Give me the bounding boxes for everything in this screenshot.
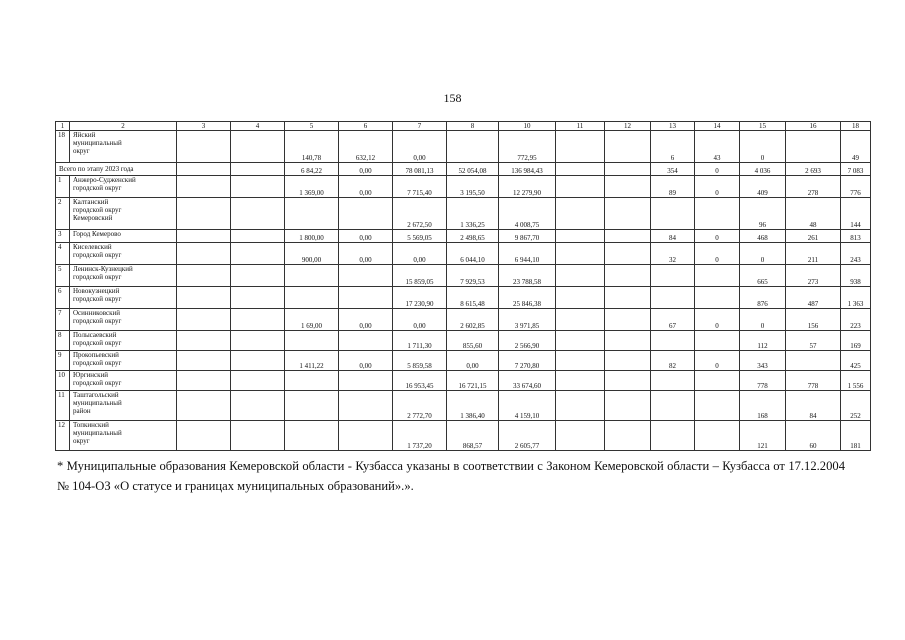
header-cell: 18 bbox=[841, 122, 871, 131]
header-cell: 10 bbox=[499, 122, 556, 131]
value-cell bbox=[651, 198, 695, 230]
value-cell: 57 bbox=[786, 331, 841, 351]
data-table bbox=[55, 121, 871, 451]
value-cell: 60 bbox=[786, 421, 841, 451]
header-cell: 4 bbox=[231, 122, 285, 131]
value-cell: 2 566,90 bbox=[499, 331, 556, 351]
value-cell: 2 605,77 bbox=[499, 421, 556, 451]
municipality-name: Прокопьевский городской округ bbox=[70, 351, 177, 371]
value-cell: 168 bbox=[740, 391, 786, 421]
value-cell: 252 bbox=[841, 391, 871, 421]
municipality-name: Юргинский городской округ bbox=[70, 371, 177, 391]
value-cell: 0 bbox=[695, 230, 740, 243]
row-number: 5 bbox=[56, 265, 70, 287]
value-cell: 3 971,85 bbox=[499, 309, 556, 331]
value-cell bbox=[651, 391, 695, 421]
value-cell bbox=[285, 287, 339, 309]
value-cell: 261 bbox=[786, 230, 841, 243]
value-cell bbox=[231, 371, 285, 391]
value-cell: 0 bbox=[695, 243, 740, 265]
value-cell bbox=[605, 371, 651, 391]
value-cell bbox=[231, 421, 285, 451]
value-cell bbox=[177, 421, 231, 451]
value-cell bbox=[339, 287, 393, 309]
table-row bbox=[56, 331, 871, 351]
value-cell: 4 159,10 bbox=[499, 391, 556, 421]
table-row bbox=[56, 265, 871, 287]
value-cell bbox=[231, 391, 285, 421]
value-cell: 67 bbox=[651, 309, 695, 331]
value-cell: 778 bbox=[740, 371, 786, 391]
value-cell: 0,00 bbox=[339, 176, 393, 198]
value-cell bbox=[556, 331, 605, 351]
value-cell: 48 bbox=[786, 198, 841, 230]
value-cell bbox=[285, 391, 339, 421]
value-cell: 33 674,60 bbox=[499, 371, 556, 391]
value-cell bbox=[651, 421, 695, 451]
value-cell: 89 bbox=[651, 176, 695, 198]
value-cell bbox=[231, 230, 285, 243]
value-cell bbox=[556, 243, 605, 265]
value-cell: 4 008,75 bbox=[499, 198, 556, 230]
value-cell: 7 715,40 bbox=[393, 176, 447, 198]
value-cell: 1 556 bbox=[841, 371, 871, 391]
header-cell: 1 bbox=[56, 122, 70, 131]
table-row bbox=[56, 287, 871, 309]
value-cell bbox=[556, 176, 605, 198]
row-number: 9 bbox=[56, 351, 70, 371]
value-cell bbox=[177, 230, 231, 243]
value-cell: 900,00 bbox=[285, 243, 339, 265]
value-cell bbox=[231, 163, 285, 176]
table-row bbox=[56, 421, 871, 451]
municipality-name: Топкинский муниципальный округ bbox=[70, 421, 177, 451]
value-cell: 7 270,80 bbox=[499, 351, 556, 371]
row-number: 3 bbox=[56, 230, 70, 243]
value-cell bbox=[285, 265, 339, 287]
value-cell bbox=[177, 331, 231, 351]
value-cell: 2 772,70 bbox=[393, 391, 447, 421]
value-cell bbox=[285, 198, 339, 230]
value-cell bbox=[339, 391, 393, 421]
value-cell bbox=[556, 265, 605, 287]
value-cell: 0,00 bbox=[393, 309, 447, 331]
header-cell: 6 bbox=[339, 122, 393, 131]
value-cell: 121 bbox=[740, 421, 786, 451]
table-row bbox=[56, 351, 871, 371]
value-cell bbox=[556, 371, 605, 391]
value-cell: 4 036 bbox=[740, 163, 786, 176]
value-cell: 1 737,20 bbox=[393, 421, 447, 451]
value-cell: 78 081,13 bbox=[393, 163, 447, 176]
value-cell bbox=[177, 243, 231, 265]
value-cell bbox=[651, 265, 695, 287]
value-cell: 17 230,90 bbox=[393, 287, 447, 309]
value-cell bbox=[231, 176, 285, 198]
value-cell bbox=[231, 331, 285, 351]
value-cell: 96 bbox=[740, 198, 786, 230]
value-cell: 468 bbox=[740, 230, 786, 243]
value-cell: 1 363 bbox=[841, 287, 871, 309]
value-cell: 0 bbox=[740, 309, 786, 331]
value-cell: 0,00 bbox=[339, 163, 393, 176]
value-cell bbox=[556, 351, 605, 371]
row-number: 2 bbox=[56, 198, 70, 230]
value-cell: 2 498,65 bbox=[447, 230, 499, 243]
value-cell: 665 bbox=[740, 265, 786, 287]
value-cell: 938 bbox=[841, 265, 871, 287]
row-number: 8 bbox=[56, 331, 70, 351]
value-cell bbox=[605, 176, 651, 198]
header-cell: 8 bbox=[447, 122, 499, 131]
municipality-name: Калтанский городской округ Кемеровский bbox=[70, 198, 177, 230]
value-cell bbox=[285, 371, 339, 391]
value-cell: 223 bbox=[841, 309, 871, 331]
table-row bbox=[56, 243, 871, 265]
municipality-name: Город Кемерово bbox=[70, 230, 177, 243]
municipality-name: Новокузнецкий городской округ bbox=[70, 287, 177, 309]
value-cell: 23 788,58 bbox=[499, 265, 556, 287]
value-cell: 9 867,70 bbox=[499, 230, 556, 243]
value-cell: 15 859,05 bbox=[393, 265, 447, 287]
value-cell: 868,57 bbox=[447, 421, 499, 451]
value-cell bbox=[177, 309, 231, 331]
value-cell bbox=[556, 163, 605, 176]
value-cell: 354 bbox=[651, 163, 695, 176]
value-cell bbox=[695, 265, 740, 287]
value-cell bbox=[695, 421, 740, 451]
value-cell: 0 bbox=[695, 351, 740, 371]
municipality-name: Таштагольский муниципальный район bbox=[70, 391, 177, 421]
value-cell: 0,00 bbox=[339, 309, 393, 331]
value-cell: 6 84,22 bbox=[285, 163, 339, 176]
municipality-name: Полысаевский городской округ bbox=[70, 331, 177, 351]
value-cell bbox=[695, 371, 740, 391]
value-cell: 43 bbox=[695, 131, 740, 163]
value-cell bbox=[177, 287, 231, 309]
value-cell: 876 bbox=[740, 287, 786, 309]
value-cell bbox=[177, 176, 231, 198]
value-cell: 0,00 bbox=[393, 131, 447, 163]
value-cell: 181 bbox=[841, 421, 871, 451]
value-cell: 0,00 bbox=[339, 243, 393, 265]
header-cell: 3 bbox=[177, 122, 231, 131]
value-cell: 82 bbox=[651, 351, 695, 371]
value-cell bbox=[605, 230, 651, 243]
header-cell: 7 bbox=[393, 122, 447, 131]
value-cell bbox=[556, 230, 605, 243]
value-cell bbox=[605, 421, 651, 451]
value-cell bbox=[177, 131, 231, 163]
value-cell bbox=[177, 351, 231, 371]
row-number: 7 bbox=[56, 309, 70, 331]
value-cell: 49 bbox=[841, 131, 871, 163]
value-cell bbox=[285, 331, 339, 351]
value-cell: 84 bbox=[786, 391, 841, 421]
value-cell bbox=[605, 309, 651, 331]
municipality-name: Киселевский городской округ bbox=[70, 243, 177, 265]
municipality-name: Ленинск-Кузнецкий городской округ bbox=[70, 265, 177, 287]
value-cell: 243 bbox=[841, 243, 871, 265]
value-cell bbox=[605, 131, 651, 163]
value-cell bbox=[177, 163, 231, 176]
value-cell: 12 279,90 bbox=[499, 176, 556, 198]
value-cell: 6 044,10 bbox=[447, 243, 499, 265]
value-cell: 169 bbox=[841, 331, 871, 351]
value-cell: 2 693 bbox=[786, 163, 841, 176]
value-cell bbox=[231, 309, 285, 331]
value-cell bbox=[605, 265, 651, 287]
value-cell bbox=[695, 391, 740, 421]
value-cell: 772,95 bbox=[499, 131, 556, 163]
value-cell: 136 984,43 bbox=[499, 163, 556, 176]
row-number: 4 bbox=[56, 243, 70, 265]
value-cell bbox=[231, 198, 285, 230]
value-cell: 1 336,25 bbox=[447, 198, 499, 230]
value-cell: 778 bbox=[786, 371, 841, 391]
value-cell bbox=[231, 131, 285, 163]
value-cell bbox=[339, 421, 393, 451]
total-row bbox=[56, 163, 871, 176]
value-cell: 632,12 bbox=[339, 131, 393, 163]
row-number: 10 bbox=[56, 371, 70, 391]
value-cell: 0 bbox=[695, 309, 740, 331]
value-cell bbox=[556, 309, 605, 331]
table-row bbox=[56, 131, 871, 163]
value-cell bbox=[556, 421, 605, 451]
value-cell bbox=[285, 421, 339, 451]
header-cell: 14 bbox=[695, 122, 740, 131]
value-cell bbox=[605, 331, 651, 351]
footnote: * Муниципальные образования Кемеровской области - Кузбасса указаны в соответствии с Законом Кемеровской области – Кузбасса от 17.12.2004 № 104-ОЗ «О статусе и границах муниципальных образований».». bbox=[57, 459, 845, 493]
value-cell bbox=[177, 391, 231, 421]
value-cell: 84 bbox=[651, 230, 695, 243]
table-row bbox=[56, 176, 871, 198]
value-cell bbox=[177, 198, 231, 230]
value-cell: 0 bbox=[695, 163, 740, 176]
page-number: 158 bbox=[443, 91, 462, 105]
value-cell bbox=[339, 265, 393, 287]
value-cell: 776 bbox=[841, 176, 871, 198]
municipality-name: Анжеро-Судженский городской округ bbox=[70, 176, 177, 198]
value-cell: 6 944,10 bbox=[499, 243, 556, 265]
row-number: 1 bbox=[56, 176, 70, 198]
row-number: 11 bbox=[56, 391, 70, 421]
value-cell: 0 bbox=[740, 243, 786, 265]
table-row bbox=[56, 230, 871, 243]
value-cell: 1 69,00 bbox=[285, 309, 339, 331]
value-cell: 16 721,15 bbox=[447, 371, 499, 391]
row-number: 6 bbox=[56, 287, 70, 309]
value-cell bbox=[447, 131, 499, 163]
row-number: 12 bbox=[56, 421, 70, 451]
value-cell bbox=[339, 331, 393, 351]
value-cell: 112 bbox=[740, 331, 786, 351]
value-cell bbox=[651, 287, 695, 309]
value-cell: 7 929,53 bbox=[447, 265, 499, 287]
value-cell bbox=[651, 371, 695, 391]
table-row bbox=[56, 371, 871, 391]
value-cell bbox=[339, 371, 393, 391]
value-cell: 6 bbox=[651, 131, 695, 163]
value-cell: 7 083 bbox=[841, 163, 871, 176]
table-row bbox=[56, 309, 871, 331]
value-cell: 855,60 bbox=[447, 331, 499, 351]
value-cell: 0 bbox=[740, 131, 786, 163]
value-cell bbox=[605, 351, 651, 371]
value-cell: 487 bbox=[786, 287, 841, 309]
value-cell: 0,00 bbox=[339, 351, 393, 371]
value-cell bbox=[605, 198, 651, 230]
value-cell: 425 bbox=[841, 351, 871, 371]
value-cell bbox=[556, 287, 605, 309]
value-cell: 2 672,50 bbox=[393, 198, 447, 230]
value-cell bbox=[177, 265, 231, 287]
value-cell: 3 195,50 bbox=[447, 176, 499, 198]
value-cell bbox=[605, 391, 651, 421]
header-cell: 12 bbox=[605, 122, 651, 131]
value-cell: 1 411,22 bbox=[285, 351, 339, 371]
value-cell bbox=[605, 287, 651, 309]
value-cell bbox=[556, 131, 605, 163]
value-cell: 140,78 bbox=[285, 131, 339, 163]
header-row bbox=[56, 122, 871, 131]
value-cell bbox=[339, 198, 393, 230]
value-cell bbox=[605, 243, 651, 265]
value-cell: 278 bbox=[786, 176, 841, 198]
value-cell: 1 369,00 bbox=[285, 176, 339, 198]
municipality-name: Осинниковский городской округ bbox=[70, 309, 177, 331]
value-cell: 273 bbox=[786, 265, 841, 287]
header-cell: 11 bbox=[556, 122, 605, 131]
value-cell: 8 615,48 bbox=[447, 287, 499, 309]
value-cell: 409 bbox=[740, 176, 786, 198]
value-cell: 32 bbox=[651, 243, 695, 265]
row-number: 18 bbox=[56, 131, 70, 163]
header-cell: 2 bbox=[70, 122, 177, 131]
value-cell: 343 bbox=[740, 351, 786, 371]
value-cell bbox=[177, 371, 231, 391]
value-cell: 156 bbox=[786, 309, 841, 331]
value-cell: 0 bbox=[695, 176, 740, 198]
value-cell bbox=[695, 331, 740, 351]
header-cell: 13 bbox=[651, 122, 695, 131]
value-cell bbox=[695, 287, 740, 309]
municipality-name: Яйский муниципальный округ bbox=[70, 131, 177, 163]
value-cell bbox=[231, 243, 285, 265]
value-cell bbox=[605, 163, 651, 176]
value-cell: 211 bbox=[786, 243, 841, 265]
value-cell bbox=[231, 351, 285, 371]
value-cell: 16 953,45 bbox=[393, 371, 447, 391]
value-cell bbox=[231, 287, 285, 309]
value-cell bbox=[231, 265, 285, 287]
value-cell: 1 386,40 bbox=[447, 391, 499, 421]
value-cell: 52 054,08 bbox=[447, 163, 499, 176]
value-cell bbox=[786, 131, 841, 163]
header-cell: 15 bbox=[740, 122, 786, 131]
value-cell: 144 bbox=[841, 198, 871, 230]
header-cell: 16 bbox=[786, 122, 841, 131]
value-cell: 0,00 bbox=[393, 243, 447, 265]
value-cell: 0,00 bbox=[447, 351, 499, 371]
value-cell: 1 711,30 bbox=[393, 331, 447, 351]
value-cell bbox=[695, 198, 740, 230]
table-row bbox=[56, 198, 871, 230]
value-cell: 2 602,85 bbox=[447, 309, 499, 331]
value-cell: 25 846,38 bbox=[499, 287, 556, 309]
value-cell: 1 800,00 bbox=[285, 230, 339, 243]
value-cell: 813 bbox=[841, 230, 871, 243]
value-cell: 5 569,05 bbox=[393, 230, 447, 243]
value-cell bbox=[651, 331, 695, 351]
total-label: Всего по этапу 2023 года bbox=[56, 163, 177, 176]
table-row bbox=[56, 391, 871, 421]
value-cell: 0,00 bbox=[339, 230, 393, 243]
value-cell: 5 859,58 bbox=[393, 351, 447, 371]
value-cell bbox=[556, 391, 605, 421]
value-cell bbox=[786, 351, 841, 371]
header-cell: 5 bbox=[285, 122, 339, 131]
value-cell bbox=[556, 198, 605, 230]
